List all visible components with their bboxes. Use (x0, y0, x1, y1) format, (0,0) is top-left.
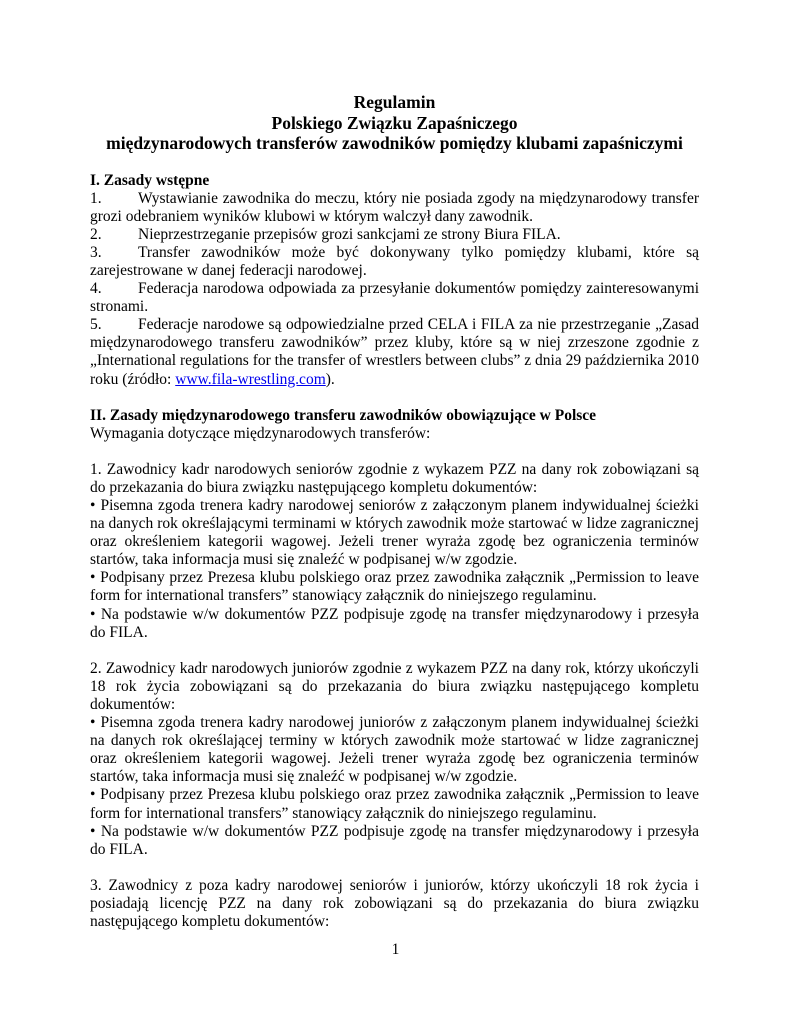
section-1-item-1 (90, 190, 699, 226)
section-2-heading: II. Zasady międzynarodowego transferu zawodników obowiązujące w Polsce (90, 406, 597, 424)
spacer (90, 859, 699, 877)
block-2-bullet: • Na podstawie w/w dokumentów PZZ podpisuje zgodę na transfer międzynarodowy i przesyła do FILA. (90, 822, 699, 858)
item-text: Wystawianie zawodnika do meczu, który nie posiada zgody na międzynarodowy transfer grozi odebraniem wyników klubowi w którym walczył dany zawodnik. (90, 189, 699, 225)
item-text: Federacje narodowe są odpowiedzialne przed CELA i FILA za nie przestrzeganie „Zasad międzynarodowego transferu zawodników” przez kluby, które są w niej zrzeszone zgodnie z „International regulations for the transfer of wrestlers between clubs” z dnia 29 października 2010 roku (źródło: (90, 316, 699, 388)
section-1-item-5 (90, 316, 699, 388)
item-text: Transfer zawodników może być dokonywany tylko pomiędzy klubami, które są zarejestrowane w danej federacji narodowej. (90, 243, 699, 279)
item-number: 4. (90, 280, 102, 298)
title-line-3: międzynarodowych transferów zawodników pomiędzy klubami zapaśniczymi (106, 133, 683, 153)
spacer (90, 443, 699, 461)
section-1-heading: I. Zasady wstępne (90, 171, 210, 189)
spacer (90, 389, 699, 407)
document-body (90, 92, 699, 931)
item-number: 2. (90, 225, 102, 243)
block-1-bullet: • Na podstawie w/w dokumentów PZZ podpisuje zgodę na transfer międzynarodowy i przesyła do FILA. (90, 605, 699, 641)
title-line-2: Polskiego Związku Zapaśniczego (271, 112, 518, 133)
item-number: 1. (90, 189, 102, 207)
item-number: 3. (90, 243, 102, 261)
item-number: 5. (90, 316, 102, 334)
block-2-intro: 2. Zawodnicy kadr narodowych juniorów zgodnie z wykazem PZZ na dany rok, którzy ukończyli 18 rok życia zobowiązani są do przekazania do biura związku następującego kompletu dokumentów: (90, 659, 699, 713)
spacer (90, 642, 699, 660)
item-text: Federacja narodowa odpowiada za przesyłanie dokumentów pomiędzy zainteresowanymi stronami. (90, 280, 699, 316)
block-2-bullet: • Pisemna zgoda trenera kadry narodowej juniorów z załączonym planem indywidualnej ścieżki na danych rok określającej terminy w których zawodnik może startować w lidze zagranicznej oraz określeniem kategorii wagowej. Jeżeli trener wyraża zgodę bez ograniczenia terminów startów, taka informacja musi się znaleźć w podpisanej w/w zgodzie. (90, 714, 699, 786)
fila-website-link[interactable]: www.fila-wrestling.com (175, 370, 326, 388)
page-number: 1 (391, 941, 400, 958)
block-1-bullet: • Podpisany przez Prezesa klubu polskiego oraz przez zawodnika załącznik „Permission to leave form for international transfers” stanowiący załącznik do niniejszego regulaminu. (90, 569, 699, 605)
section-1 (90, 172, 699, 389)
section-1-item-2 (90, 226, 699, 244)
item-text-end: ). (325, 370, 335, 388)
title-line-1: Regulamin (353, 92, 436, 112)
block-1-intro: 1. Zawodnicy kadr narodowych seniorów zgodnie z wykazem PZZ na dany rok zobowiązani są do przekazania do biura związku następującego kompletu dokumentów: (90, 460, 699, 496)
document-title (90, 92, 699, 154)
block-3-intro: 3. Zawodnicy z poza kadry narodowej seniorów i juniorów, którzy ukończyli 18 rok życia i posiadają licencję PZZ na dany rok zobowiązani są do przekazania do biura związku następującego kompletu dokumentów: (90, 876, 699, 930)
section-2-subheading: Wymagania dotyczące międzynarodowych transferów: (90, 424, 431, 442)
section-2 (90, 407, 699, 931)
section-1-item-4 (90, 280, 699, 316)
item-text: Nieprzestrzeganie przepisów grozi sankcjami ze strony Biura FILA. (138, 225, 561, 243)
block-2-bullet: • Podpisany przez Prezesa klubu polskiego oraz przez zawodnika załącznik „Permission to leave form for international transfers” stanowiący załącznik do niniejszego regulaminu. (90, 786, 699, 822)
block-1-bullet: • Pisemna zgoda trenera kadry narodowej seniorów z załączonym planem indywidualnej ścieżki na danych rok określającymi terminami w których zawodnik może startować w lidze zagranicznej oraz określeniem kategorii wagowej. Jeżeli trener wyraża zgodę bez ograniczenia terminów startów, taka informacja musi się znaleźć w podpisanej w/w zgodzie. (90, 497, 699, 569)
section-1-item-3 (90, 244, 699, 280)
spacer (90, 154, 699, 172)
